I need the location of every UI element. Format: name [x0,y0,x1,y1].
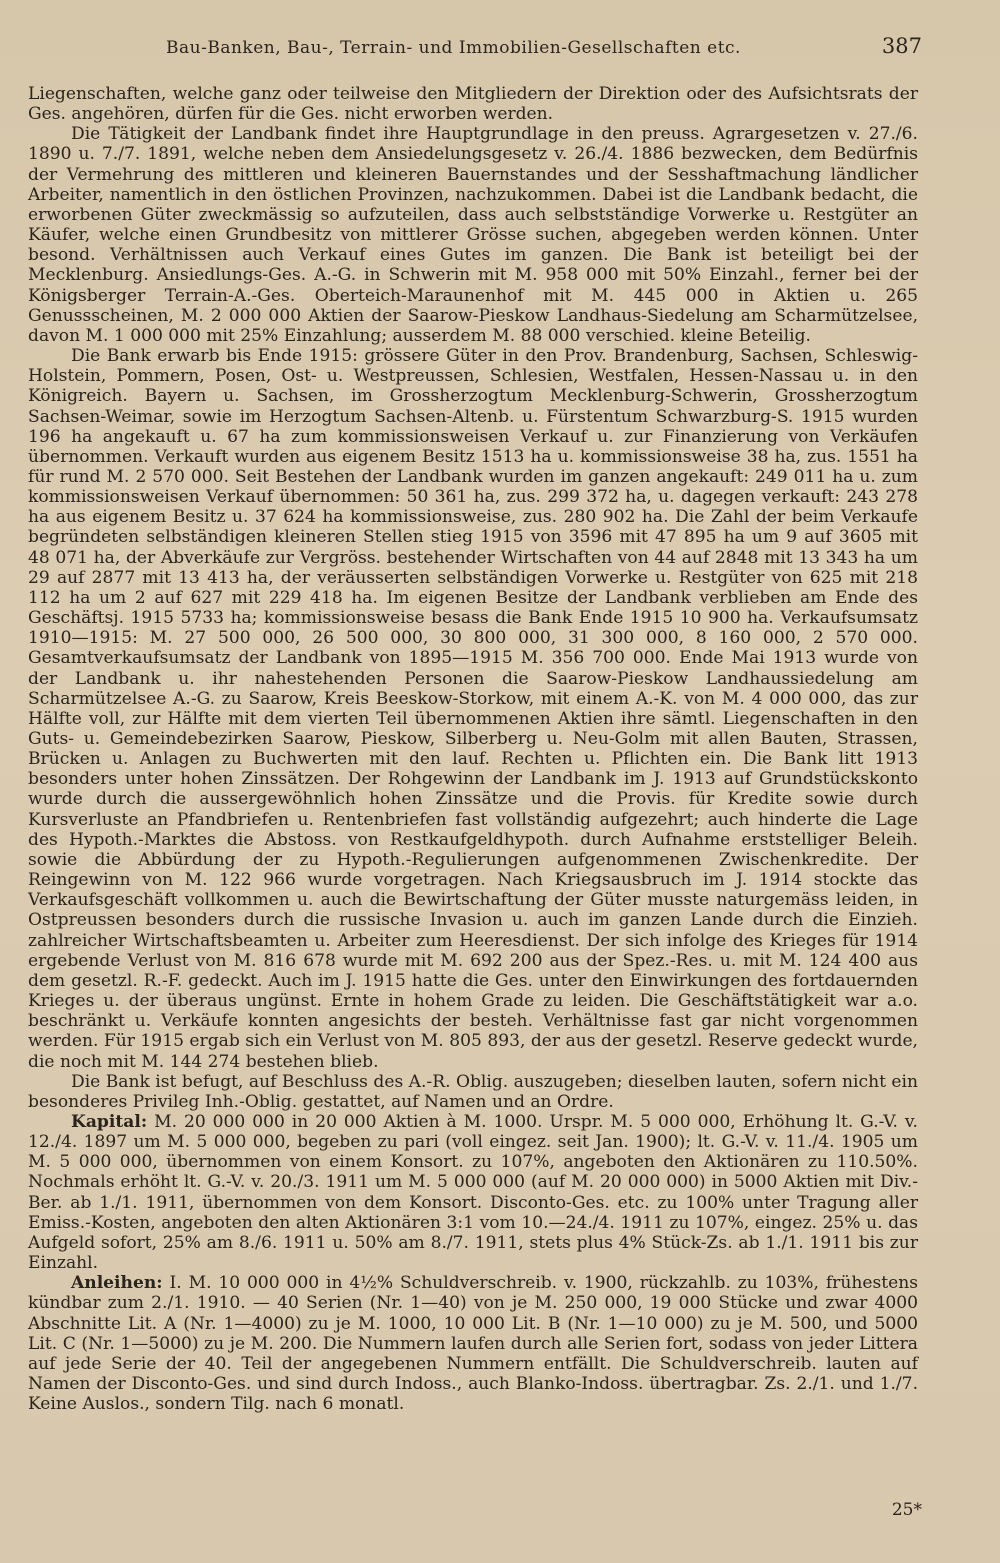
anleihen-label: Anleihen: [71,1273,163,1294]
signature-mark: 25* [891,1500,922,1520]
anleihen-section [28,1273,918,1414]
paragraph: Die Tätigkeit der Landbank findet ihre Hauptgrundlage in den preuss. Agrargesetzen v. 27./6. 1890 u. 7./7. 1891, welche neben dem Ansiedelungsgesetz v. 26./4. 1886 bezwecken, dem Bedürfnis der Vermehrung des mittleren und kleineren Bauernstandes und der Sesshaftmachung ländlicher Arbeiter, namentlich in den östlichen Provinzen, nachzukommen. Dabei ist die Landbank bedacht, die erworbenen Güter zweckmässig so aufzuteilen, dass auch selbstständige Vorwerke u. Restgüter an Käufer, welche einen Grundbesitz von mittlerer Grösse suchen, abgegeben werden können. Unter besond. Verhältnissen auch Verkauf eines Gutes im ganzen. Die Bank ist beteiligt bei der Mecklenburg. Ansiedlungs-Ges. A.-G. in Schwerin mit M. 958 000 mit 50% Einzahl., ferner bei der Königsberger Terrain-A.-Ges. Oberteich-Maraunenhof mit M. 445 000 in Aktien u. 265 Genussscheinen, M. 2 000 000 Aktien der Saarow-Pieskow Landhaus-Siedelung am Scharmützelsee, davon M. 1 000 000 mit 25% Einzahlung; ausserdem M. 88 000 verschied. kleine Beteilig. [28,124,918,346]
kapital-label: Kapital: [71,1111,148,1132]
body-text [28,84,918,1414]
paragraph: Die Bank ist befugt, auf Beschluss des A.-R. Oblig. auszugeben; dieselben lauten, sofern nicht ein besonderes Privileg Inh.-Oblig. gestattet, auf Namen und an Ordre. [28,1071,918,1112]
page-header [166,34,922,60]
paragraph: Die Bank erwarb bis Ende 1915: grössere Güter in den Prov. Brandenburg, Sachsen, Schleswig-Holstein, Pommern, Posen, Ost- u. Westpreussen, Schlesien, Westfalen, Hessen-Nassau u. in den Königreich. Bayern u. Sachsen, im Grossherzogtum Mecklenburg-Schwerin, Grossherzogtum Sachsen-Weimar, sowie im Herzogtum Sachsen-Altenb. u. Fürstentum Schwarzburg-S. 1915 wurden 196 ha angekauft u. 67 ha zum kommissionsweisen Verkauf u. zur Finanzierung von Verkäufen übernommen. Verkauft wurden aus eigenem Besitz 1513 ha u. kommissionsweise 38 ha, zus. 1551 ha für rund M. 2 570 000. Seit Bestehen der Landbank wurden im ganzen angekauft: 249 011 ha u. zum kommissionsweisen Verkauf übernommen: 50 361 ha, zus. 299 372 ha, u. dagegen verkauft: 243 278 ha aus eigenem Besitz u. 37 624 ha kommissionsweise, zus. 280 902 ha. Die Zahl der beim Verkaufe begründeten selbständigen kleineren Stellen stieg 1915 von 3596 mit 47 895 ha um 9 auf 3605 mit 48 071 ha, der Abverkäufe zur Vergröss. bestehender Wirtschaften von 44 auf 2848 mit 13 343 ha um 29 auf 2877 mit 13 413 ha, der veräusserten selbständigen Vorwerke u. Restgüter von 625 mit 218 112 ha um 2 auf 627 mit 229 418 ha. Im eigenen Besitze der Landbank verblieben am Ende des Geschäftsj. 1915 5733 ha; kommissionsweise besass die Bank Ende 1915 10 900 ha. Verkaufsumsatz 1910—1915: M. 27 500 000, 26 500 000, 30 800 000, 31 300 000, 8 160 000, 2 570 000. Gesamtverkaufsumsatz der Landbank von 1895—1915 M. 356 700 000. Ende Mai 1913 wurde von der Landbank u. ihr nahestehenden Personen die Saarow-Pieskow Landhaussiedelung am Scharmützelsee A.-G. zu Saarow, Kreis Beeskow-Storkow, mit einem A.-K. von M. 4 000 000, das zur Hälfte voll, zur Hälfte mit dem vierten Teil übernommenen Aktien ihre sämtl. Liegenschaften in den Guts- u. Gemeindebezirken Saarow, Pieskow, Silberberg u. Neu-Golm mit allen Bauten, Strassen, Brücken u. Anlagen zu Buchwerten mit den lauf. Rechten u. Pflichten ein. Die Bank litt 1913 besonders unter hohen Zinssätzen. Der Rohgewinn der Landbank im J. 1913 auf Grundstückskonto wurde durch die aussergewöhnlich hohen Zinssätze und die Provis. für Kredite sowie durch Kursverluste an Pfandbriefen u. Rentenbriefen fast vollständig aufgezehrt; auch hinderte die Lage des Hypoth.-Marktes die Abstoss. von Restkaufgeldhypoth. durch Aufnahme erststelliger Beleih. sowie die Abbürdung der zu Hypoth.-Regulierungen aufgenommenen Zwischenkredite. Der Reingewinn von M. 122 966 wurde vorgetragen. Nach Kriegsausbruch im J. 1914 stockte das Verkaufsgeschäft vollkommen u. auch die Bewirtschaftung der Güter musste naturgemäss leiden, in Ostpreussen besonders durch die russische Invasion u. auch im ganzen Lande durch die Einzieh. zahlreicher Wirtschaftsbeamten u. Arbeiter zum Heeresdienst. Der sich infolge des Krieges für 1914 ergebende Verlust von M. 816 678 wurde mit M. 692 200 aus der Spez.-Res. u. mit M. 124 400 aus dem gesetzl. R.-F. gedeckt. Auch im J. 1915 hatte die Ges. unter den Einwirkungen des fortdauernden Krieges u. der überaus ungünst. Ernte in hohem Grade zu leiden. Die Geschäftstätigkeit war a.o. beschränkt u. Verkäufe konnten angesichts der besteh. Verhältnisse fast gar nicht vorgenommen werden. Für 1915 ergab sich ein Verlust von M. 805 893, der aus der gesetzl. Reserve gedeckt wurde, die noch mit M. 144 274 bestehen blieb. [28,346,918,1072]
paragraph: Liegenschaften, welche ganz oder teilweise den Mitgliedern der Direktion oder des Aufsichtsrats der Ges. angehören, dürfen für die Ges. nicht erworben werden. [28,84,918,125]
anleihen-text: I. M. 10 000 000 in 4½% Schuldverschreib. v. 1900, rückzahlb. zu 103%, frühestens kündbar zum 2./1. 1910. — 40 Serien (Nr. 1—40) von je M. 250 000, 19 000 Stücke und zwar 4000 Abschnitte Lit. A (Nr. 1—4000) zu je M. 1000, 10 000 Lit. B (Nr. 1—10 000) zu je M. 500, und 5000 Lit. C (Nr. 1—5000) zu je M. 200. Die Nummern laufen durch alle Serien fort, sodass von jeder Littera auf jede Serie der 40. Teil der angegebenen Nummern entfällt. Die Schuldverschreib. lauten auf Namen der Disconto-Ges. und sind durch Indoss., auch Blanko-Indoss. übertragbar. Zs. 2./1. und 1./7. Keine Auslos., sondern Tilg. nach 6 monatl. [28,1273,919,1415]
running-title: Bau-Banken, Bau-, Terrain- und Immobilien-Gesellschaften etc. [166,38,741,58]
kapital-text: M. 20 000 000 in 20 000 Aktien à M. 1000. Urspr. M. 5 000 000, Erhöhung lt. G.-V. v. 12./4. 1897 um M. 5 000 000, begeben zu pari (voll eingez. seit Jan. 1900); lt. G.-V. v. 11./4. 1905 um M. 5 000 000, übernommen von einem Konsort. zu 107%, angeboten den Aktionären zu 110.50%. Nochmals erhöht lt. G.-V. v. 20./3. 1911 um M. 5 000 000 (auf M. 20 000 000) in 5000 Aktien mit Div.-Ber. ab 1./1. 1911, übernommen von dem Konsort. Disconto-Ges. etc. zu 100% unter Tragung aller Emiss.-Kosten, angeboten den alten Aktionären 3:1 vom 10.—24./4. 1911 zu 107%, eingez. 25% u. das Aufgeld sofort, 25% am 8./6. 1911 u. 50% am 8./7. 1911, stets plus 4% Stück-Zs. ab 1./1. 1911 bis zur Einzahl. [28,1111,918,1274]
kapital-section [28,1112,918,1273]
page-number: 387 [881,34,922,58]
